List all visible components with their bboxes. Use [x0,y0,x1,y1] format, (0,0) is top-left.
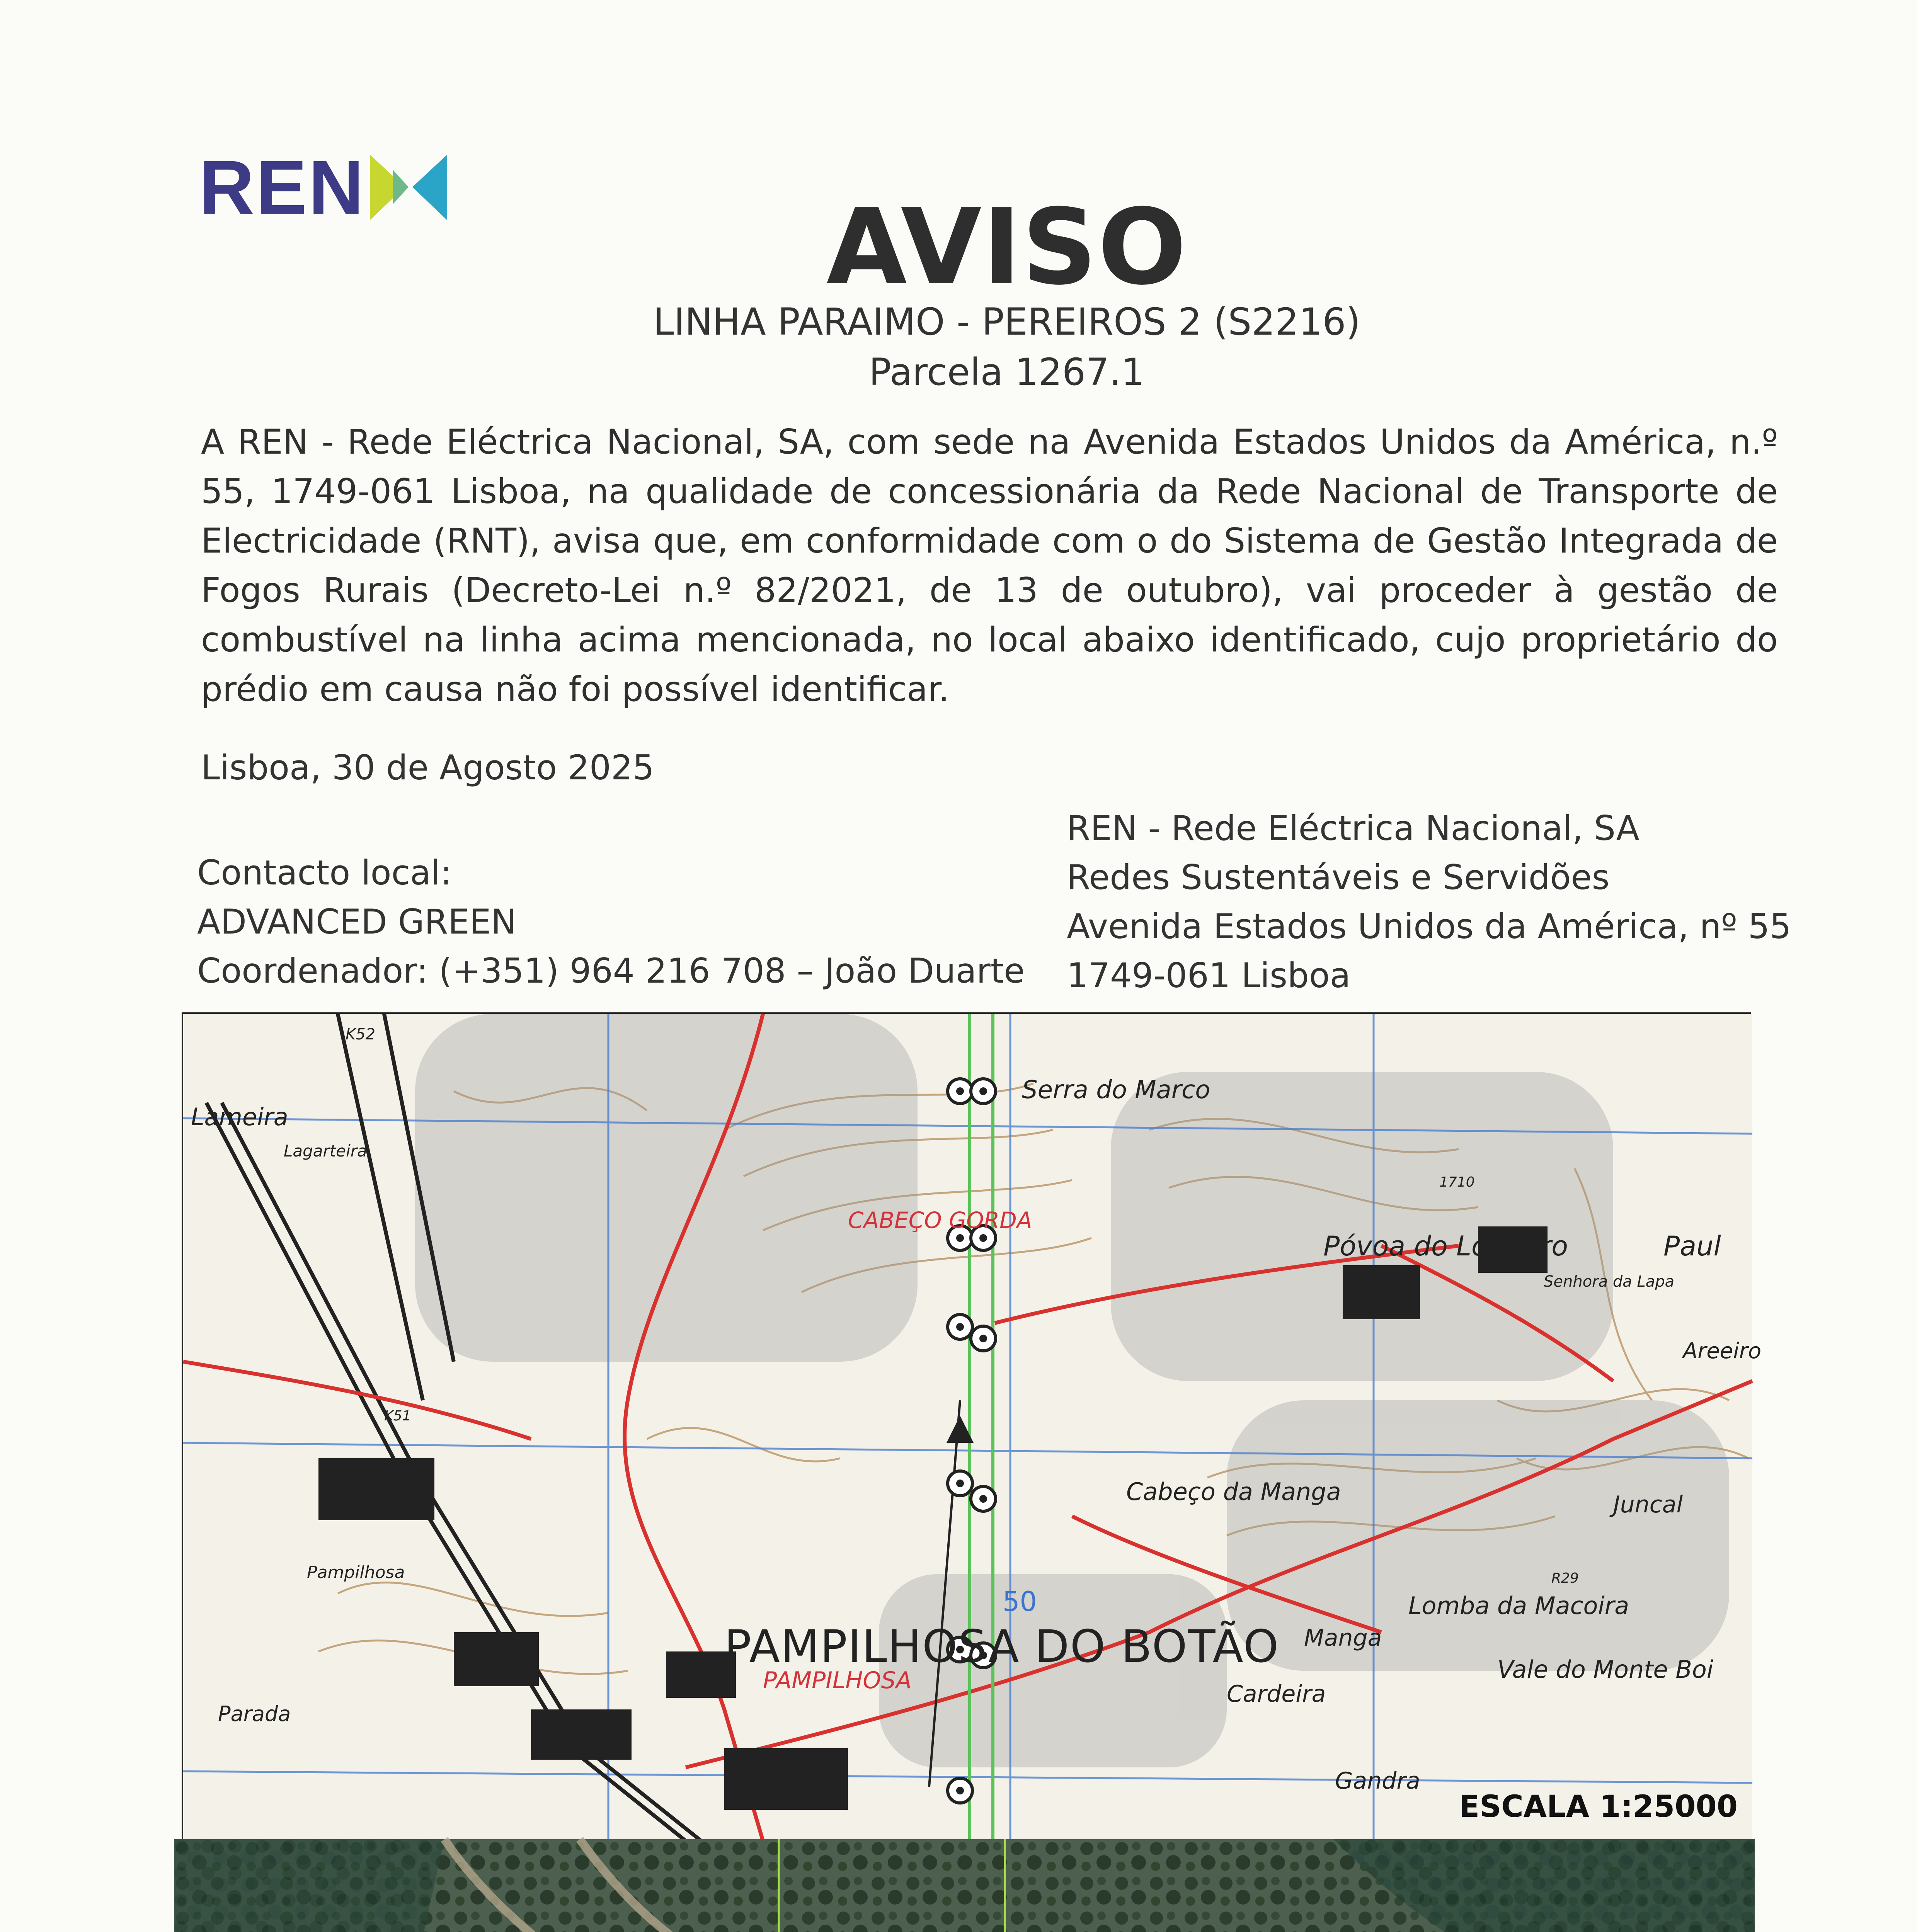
map-label-road-k51: K51 [384,1408,411,1424]
map-label-lameira: Lameira [191,1103,288,1131]
map-label-town-red: PAMPILHOSA [763,1667,912,1694]
topographic-map-drawing [183,1014,1752,1841]
map-label-lomba: Lomba da Macoira [1408,1592,1629,1620]
map-label-pampilhosa-small: Pampilhosa [307,1563,405,1582]
line-name: LINHA PARAIMO - PEREIROS 2 (S2216) [653,300,1360,344]
map-label-cabeco-gorda: CABEÇO GORDA [848,1207,1032,1233]
sender-line-4: 1749-061 Lisboa [1067,956,1351,995]
sender-line-1: REN - Rede Eléctrica Nacional, SA [1067,808,1639,848]
map-label-lagarteira: Lagarteira [284,1141,367,1160]
topographic-map [182,1012,1762,1839]
map-label-paul: Paul [1663,1230,1721,1262]
map-label-juncal: Juncal [1613,1491,1683,1518]
notice-date: Lisboa, 30 de Agosto 2025 [201,748,654,787]
satellite-drawing [174,1839,1755,1932]
map-label-grid-50: 50 [1003,1586,1037,1617]
sender-line-3: Avenida Estados Unidos da América, nº 55 [1067,906,1791,946]
map-label-cardeira: Cardeira [1227,1680,1326,1708]
parcel-id: Parcela 1267.1 [869,350,1145,394]
local-contact-block [197,848,1025,995]
map-label-town: PAMPILHOSA DO BOTÃO [724,1621,1280,1673]
map-label-povoa: Póvoa do Loureiro [1323,1230,1568,1262]
sender-block [1067,804,1791,1000]
map-label-vale: Vale do Monte Boi [1497,1655,1714,1684]
page-title: AVISO [826,186,1188,308]
map-label-road-k52: K52 [346,1026,376,1043]
logo-text: REN [199,145,366,230]
map-label-road-1710: 1710 [1439,1174,1475,1190]
contact-label: Contacto local: [197,853,452,893]
contact-coordinator: Coordenador: (+351) 964 216 708 – João Duarte [197,951,1025,991]
map-label-manga: Manga [1304,1624,1382,1651]
map-label-areeiro: Areeiro [1683,1338,1762,1364]
sender-line-2: Redes Sustentáveis e Servidões [1067,857,1610,897]
notice-paragraph: A REN - Rede Eléctrica Nacional, SA, com sede na Avenida Estados Unidos da América, n.º 55, 1749-061 Lisboa, na qualidade de concessionária da Rede Nacional de Transporte de Electricidade (RNT), avisa que, em conformidade com o do Sistema de Gestão Integrada de Fogos Rurais (Decreto-Lei n.º 82/2021, de 13 de outubro), vai proceder à gestão de combustível na linha acima mencionada, no local abaixo identificado, cujo proprietário do prédio em causa não foi possível identificar. [201,422,1778,709]
map-label-gandra: Gandra [1335,1767,1420,1794]
topo-map-scale: ESCALA 1:25000 [1459,1789,1738,1824]
map-label-road-r29: R29 [1551,1570,1579,1586]
contact-company: ADVANCED GREEN [197,902,517,942]
map-label-parada: Parada [218,1702,291,1726]
map-label-cabeco-manga: Cabeço da Manga [1126,1478,1341,1506]
map-label-senhora: Senhora da Lapa [1544,1273,1675,1291]
satellite-image [174,1839,1755,1932]
map-label-serra: Serra do Marco [1022,1076,1210,1104]
